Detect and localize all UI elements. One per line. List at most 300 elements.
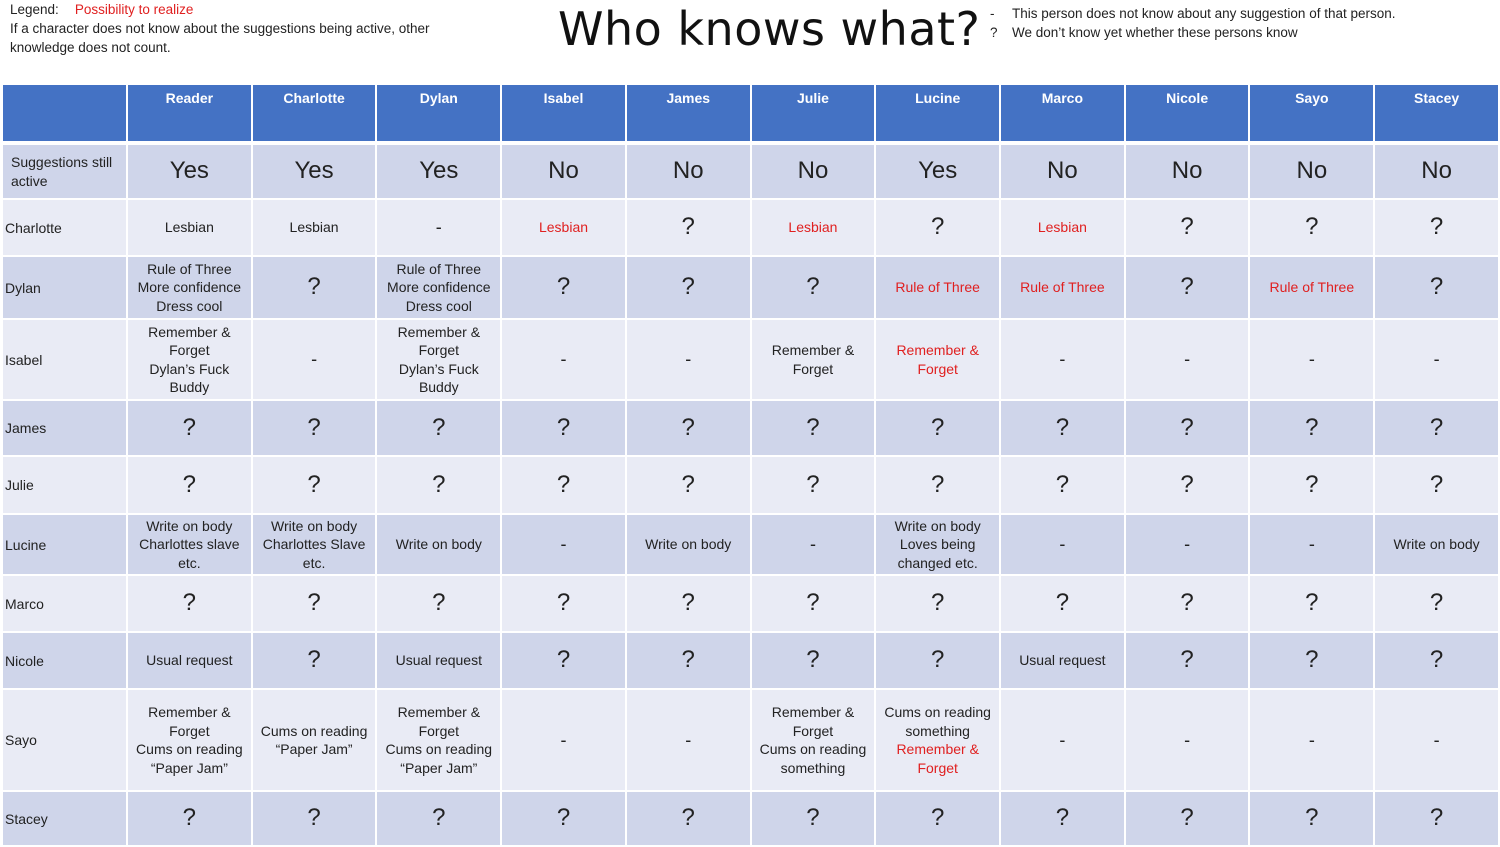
table-cell [626, 319, 751, 400]
cell-line: ? [806, 589, 820, 617]
cell-line: No [672, 157, 704, 185]
cell-line: Loves being [899, 536, 976, 553]
cell-line: ? [432, 589, 446, 617]
table-cell [626, 514, 751, 575]
cell-line: ? [806, 413, 820, 441]
table-row [2, 632, 1499, 689]
question-symbol-text: We don’t know yet whether these persons know [1012, 25, 1298, 40]
cell-line: ? [681, 413, 695, 441]
cell-line: Forget [792, 360, 834, 377]
cell-line: - [1184, 534, 1191, 555]
cell-line: Remember & [397, 323, 481, 340]
cell-line: ? [1429, 413, 1444, 441]
cell-line: Forget [917, 759, 958, 776]
cell-line: ? [930, 589, 945, 617]
table-cell [127, 689, 252, 791]
question-symbol: ? [990, 25, 998, 40]
cell-line: Buddy [169, 379, 210, 395]
row-header: Isabel [2, 319, 127, 400]
cell-line: - [560, 534, 567, 555]
cell-line: Remember & [896, 741, 979, 757]
table-row [2, 689, 1499, 791]
table-cell [127, 632, 252, 689]
table-cell [376, 143, 501, 199]
table-cell [376, 319, 501, 400]
table-cell [875, 199, 1000, 256]
column-header-sayo: Sayo [1249, 84, 1374, 143]
table-cell [1249, 199, 1374, 256]
symbol-legend-row [990, 23, 1396, 42]
cell-line: Cums on reading [884, 704, 991, 720]
table-cell [1125, 456, 1250, 514]
table-cell [1374, 689, 1499, 791]
table-cell [501, 514, 626, 575]
cell-line: Charlottes slave [139, 536, 240, 553]
cell-line: Write on body [645, 536, 732, 553]
cell-line: More confidence [387, 279, 491, 296]
table-cell [127, 456, 252, 514]
table-cell [376, 791, 501, 846]
cell-line: ? [182, 413, 197, 441]
table-cell [751, 199, 876, 256]
cell-line: ? [307, 273, 321, 301]
table-row [2, 199, 1499, 256]
cell-line: ? [556, 413, 571, 441]
cell-line: Remember & [148, 323, 231, 340]
cell-line: Forget [169, 342, 210, 358]
cell-line: Rule of Three [1269, 279, 1355, 296]
table-cell [501, 791, 626, 846]
cell-line: Yes [419, 157, 459, 185]
table-cell [1125, 689, 1250, 791]
table-cell [626, 632, 751, 689]
cell-line: ? [1305, 413, 1319, 441]
column-header-dylan: Dylan [376, 84, 501, 143]
cell-line: Dylan’s Fuck [398, 360, 479, 377]
table-cell [1125, 319, 1250, 400]
cell-line: Forget [792, 722, 834, 739]
table-cell [1374, 199, 1499, 256]
table-cell [1249, 319, 1374, 400]
table-cell [501, 400, 626, 456]
cell-line: Cums on reading [136, 741, 243, 757]
cell-line: Lesbian [538, 219, 589, 236]
table-cell [252, 319, 377, 400]
table-cell [376, 256, 501, 319]
table-cell [626, 199, 751, 256]
table-cell [1125, 256, 1250, 319]
cell-line: ? [681, 589, 695, 617]
row-header: Charlotte [2, 199, 127, 256]
table-cell [751, 575, 876, 632]
table-cell [751, 400, 876, 456]
table-cell [626, 400, 751, 456]
cell-line: ? [432, 470, 446, 498]
cell-line: ? [930, 646, 945, 674]
table-cell [1000, 791, 1125, 846]
cell-line: ? [806, 804, 820, 832]
column-header-reader: Reader [127, 84, 252, 143]
table-cell [376, 400, 501, 456]
cell-line: Write on body [894, 517, 981, 534]
table-row [2, 319, 1499, 400]
table-cell [501, 575, 626, 632]
cell-line: ? [556, 589, 571, 617]
cell-line: “Paper Jam” [400, 759, 478, 776]
cell-line: - [1059, 349, 1066, 370]
cell-line: Yes [918, 157, 958, 185]
table-cell [1000, 319, 1125, 400]
cell-line: Write on body [271, 517, 358, 534]
cell-line: - [560, 729, 567, 750]
cell-line: ? [930, 213, 945, 241]
table-row [2, 514, 1499, 575]
cell-line: “Paper Jam” [275, 741, 353, 757]
cell-line: Dylan’s Fuck [149, 360, 230, 377]
cell-line: ? [1429, 646, 1444, 674]
table-cell [376, 689, 501, 791]
cell-line: ? [556, 804, 571, 832]
legend [10, 0, 480, 57]
cell-line: Lesbian [289, 219, 339, 236]
cell-line: Remember & [397, 704, 481, 720]
table-cell [1249, 632, 1374, 689]
table-cell [751, 456, 876, 514]
table-cell [875, 632, 1000, 689]
table-cell [127, 319, 252, 400]
cell-line: Write on body [146, 517, 233, 534]
cell-line: - [1059, 729, 1066, 750]
table-cell [252, 689, 377, 791]
column-header-charlotte: Charlotte [252, 84, 377, 143]
row-header: Dylan [2, 256, 127, 319]
page-title: Who knows what? [558, 2, 981, 56]
table-cell [1125, 199, 1250, 256]
cell-line: ? [930, 804, 945, 832]
table-cell [875, 256, 1000, 319]
cell-line: ? [556, 646, 571, 674]
cell-line: etc. [178, 554, 201, 571]
table-cell [1000, 575, 1125, 632]
cell-line: ? [432, 413, 446, 441]
table-cell [127, 791, 252, 846]
cell-line: Lesbian [164, 219, 214, 236]
cell-line: ? [432, 804, 446, 832]
cell-line: ? [182, 804, 197, 832]
legend-label: Legend: [10, 2, 59, 17]
cell-line: No [1047, 157, 1078, 185]
cell-line: Usual request [1019, 652, 1106, 669]
cell-line: - [1308, 349, 1315, 370]
cell-line: - [311, 349, 318, 370]
table-cell [1374, 575, 1499, 632]
table-cell [501, 256, 626, 319]
table-cell [376, 199, 501, 256]
cell-line: ? [1180, 213, 1194, 241]
cell-line: ? [930, 413, 945, 441]
cell-line: ? [681, 213, 695, 241]
table-cell [252, 143, 377, 199]
column-header-james: James [626, 84, 751, 143]
cell-line: Rule of Three [895, 279, 980, 296]
cell-line: Cums on reading [759, 741, 867, 757]
table-cell [1000, 689, 1125, 791]
table-cell [875, 456, 1000, 514]
table-cell [751, 256, 876, 319]
table-cell [501, 456, 626, 514]
column-header-marco: Marco [1000, 84, 1125, 143]
table-cell [626, 689, 751, 791]
cell-line: - [1433, 349, 1440, 370]
cell-line: Yes [169, 157, 209, 185]
table-cell [127, 199, 252, 256]
cell-line: ? [307, 589, 321, 617]
table-cell [376, 456, 501, 514]
table-cell [376, 632, 501, 689]
cell-line: ? [1429, 213, 1444, 241]
table-cell [1374, 256, 1499, 319]
table-cell [875, 400, 1000, 456]
cell-line: ? [1429, 273, 1444, 301]
table-cell [127, 143, 252, 199]
cell-line: changed etc. [897, 554, 978, 571]
table-cell [1125, 632, 1250, 689]
table-cell [252, 199, 377, 256]
cell-line: ? [806, 273, 820, 301]
table-cell [252, 514, 377, 575]
table-cell [1374, 400, 1499, 456]
table-cell [1374, 791, 1499, 846]
cell-line: Usual request [395, 652, 482, 669]
row-header: Marco [2, 575, 127, 632]
table-cell [376, 575, 501, 632]
row-header: James [2, 400, 127, 456]
table-cell [1125, 400, 1250, 456]
cell-line: - [809, 534, 816, 555]
cell-line: - [685, 349, 692, 370]
cell-line: Write on body [1393, 536, 1480, 553]
cell-line: Rule of Three [1020, 279, 1105, 296]
cell-line: ? [1180, 646, 1194, 674]
cell-line: ? [1180, 273, 1194, 301]
cell-line: - [1184, 729, 1191, 750]
table-cell [1000, 256, 1125, 319]
table-cell [252, 791, 377, 846]
table-row [2, 143, 1499, 199]
cell-line: - [685, 729, 692, 750]
table-cell [626, 575, 751, 632]
row-header: Lucine [2, 514, 127, 575]
table-cell [1125, 143, 1250, 199]
row-header: Stacey [2, 791, 127, 846]
cell-line: ? [681, 804, 695, 832]
table-cell [751, 791, 876, 846]
table-cell [875, 143, 1000, 199]
table-cell [1249, 143, 1374, 199]
legend-header [10, 0, 480, 19]
table-cell [501, 143, 626, 199]
table-row [2, 456, 1499, 514]
table-cell [501, 632, 626, 689]
table-cell [1249, 689, 1374, 791]
table-cell [1249, 256, 1374, 319]
cell-line: Usual request [146, 652, 233, 669]
table-cell [252, 400, 377, 456]
cell-line: ? [681, 470, 695, 498]
table-cell [1000, 632, 1125, 689]
cell-line: Yes [294, 157, 334, 185]
cell-line: No [1296, 157, 1328, 185]
cell-line: Rule of Three [147, 260, 232, 277]
cell-line: ? [1055, 804, 1070, 832]
cell-line: Forget [917, 360, 958, 377]
table-cell [501, 319, 626, 400]
row-header: Sayo [2, 689, 127, 791]
legend-note: If a character does not know about the suggestions being active, other knowledge does not count. [10, 21, 430, 55]
knowledge-table [1, 83, 1500, 847]
cell-line: - [560, 349, 567, 370]
table-cell [875, 791, 1000, 846]
table-cell [1249, 514, 1374, 575]
cell-line: ? [806, 470, 820, 498]
cell-line: Remember & [896, 342, 979, 358]
cell-line: ? [1055, 589, 1070, 617]
cell-line: Write on body [395, 536, 482, 553]
cell-line: More confidence [137, 279, 242, 296]
table-row [2, 256, 1499, 319]
row-header: Julie [2, 456, 127, 514]
cell-line: something [905, 722, 970, 739]
cell-line: ? [556, 470, 571, 498]
dash-symbol-text: This person does not know about any suggestion of that person. [1012, 6, 1396, 21]
cell-line: something [780, 759, 846, 776]
cell-line: Charlottes Slave [262, 536, 366, 553]
cell-line: ? [1055, 413, 1070, 441]
column-header-lucine: Lucine [875, 84, 1000, 143]
table-cell [1000, 400, 1125, 456]
cell-line: Dress cool [405, 297, 472, 314]
table-cell [127, 575, 252, 632]
row-header: Suggestions still active [2, 143, 127, 199]
cell-line: ? [1305, 589, 1319, 617]
column-header-isabel: Isabel [501, 84, 626, 143]
column-header-nicole: Nicole [1125, 84, 1250, 143]
table-cell [376, 514, 501, 575]
table-cell [1000, 143, 1125, 199]
cell-line: - [1184, 349, 1191, 370]
table-cell [1374, 319, 1499, 400]
cell-line: Cums on reading [385, 741, 493, 757]
cell-line: Remember & [771, 704, 855, 720]
cell-line: ? [1305, 470, 1319, 498]
table-cell [1249, 791, 1374, 846]
table-cell [501, 199, 626, 256]
table-cell [626, 143, 751, 199]
table-cell [751, 319, 876, 400]
cell-line: ? [1180, 413, 1194, 441]
cell-line: ? [182, 470, 197, 498]
table-cell [875, 689, 1000, 791]
column-header-stacey: Stacey [1374, 84, 1499, 143]
cell-line: ? [1305, 646, 1319, 674]
table-cell [751, 514, 876, 575]
table-cell [252, 256, 377, 319]
table-row [2, 575, 1499, 632]
table-cell [751, 689, 876, 791]
table-cell [252, 575, 377, 632]
header-corner [2, 84, 127, 143]
cell-line: - [1433, 729, 1440, 750]
cell-line: etc. [302, 554, 326, 571]
table-cell [1125, 575, 1250, 632]
cell-line: ? [1305, 213, 1319, 241]
table-cell [1249, 400, 1374, 456]
table-cell [127, 256, 252, 319]
cell-line: No [1171, 157, 1203, 185]
table-cell [127, 400, 252, 456]
table-header-row [2, 84, 1499, 143]
table-cell [501, 689, 626, 791]
cell-line: No [548, 157, 579, 185]
table-cell [1249, 456, 1374, 514]
cell-line: Remember & [771, 342, 855, 358]
symbol-legend-row [990, 4, 1396, 23]
cell-line: No [1421, 157, 1452, 185]
table-cell [751, 632, 876, 689]
cell-line: ? [307, 470, 321, 498]
cell-line: ? [1429, 589, 1444, 617]
cell-line: Lesbian [788, 219, 838, 236]
cell-line: No [797, 157, 829, 185]
table-cell [252, 456, 377, 514]
cell-line: “Paper Jam” [150, 759, 228, 776]
table-cell [127, 514, 252, 575]
table-row [2, 791, 1499, 846]
cell-line: Remember & [148, 704, 231, 720]
cell-line: ? [1429, 804, 1444, 832]
cell-line: Lesbian [1037, 219, 1087, 236]
table-cell [1125, 791, 1250, 846]
cell-line: Buddy [418, 379, 459, 395]
cell-line: Cums on reading [260, 722, 368, 739]
table-row [2, 400, 1499, 456]
table-cell [1374, 632, 1499, 689]
cell-line: Forget [169, 722, 210, 739]
row-header: Nicole [2, 632, 127, 689]
cell-line: ? [1180, 804, 1194, 832]
table-cell [1374, 514, 1499, 575]
dash-symbol: - [990, 6, 995, 21]
table-cell [252, 632, 377, 689]
cell-line: ? [556, 273, 571, 301]
legend-possibility-text: Possibility to realize [74, 2, 194, 17]
cell-line: - [1308, 729, 1315, 750]
cell-line: ? [1305, 804, 1319, 832]
cell-line: ? [182, 589, 197, 617]
table-cell [626, 256, 751, 319]
cell-line: ? [1180, 470, 1194, 498]
table-cell [626, 791, 751, 846]
cell-line: ? [307, 646, 321, 674]
cell-line: ? [930, 470, 945, 498]
cell-line: - [435, 217, 442, 238]
table-cell [1000, 456, 1125, 514]
cell-line: Forget [418, 342, 460, 358]
table-cell [875, 514, 1000, 575]
cell-line: - [1308, 534, 1315, 555]
table-cell [1125, 514, 1250, 575]
symbol-legend [990, 4, 1396, 42]
